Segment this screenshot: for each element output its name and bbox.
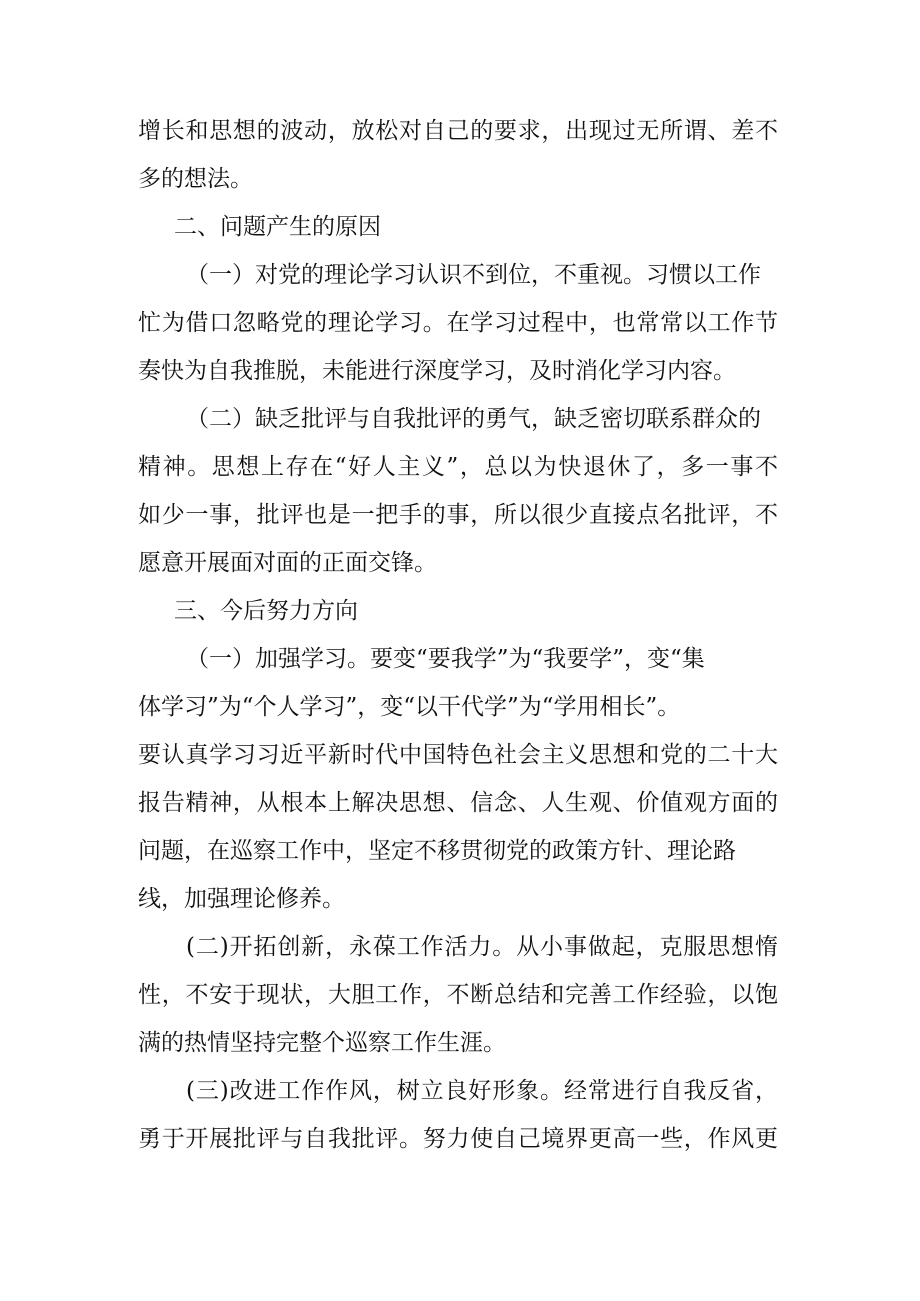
paragraph-line: 愿意开展面对面的正面交锋。 xyxy=(138,550,437,576)
paragraph-line: 报告精神，从根本上解决思想、信念、人生观、价值观方面的 xyxy=(138,790,778,816)
paragraph-line: (三)改进工作作风，树立良好形象。经常进行自我反省， xyxy=(186,1078,778,1104)
paragraph-line: 奏快为自我推脱，未能进行深度学习，及时消化学习内容。 xyxy=(138,358,736,384)
paragraph-line: 勇于开展批评与自我批评。努力使自己境界更高一些，作风更 xyxy=(138,1126,778,1152)
paragraph-line: 忙为借口忽略党的理论学习。在学习过程中，也常常以工作节 xyxy=(138,310,778,336)
paragraph-line: (二)开拓创新，永葆工作活力。从小事做起，克服思想惰 xyxy=(186,934,778,960)
paragraph-line: （一）加强学习。要变“要我学”为“我要学”，变“集 xyxy=(186,646,705,672)
paragraph-line: 线，加强理论修养。 xyxy=(138,886,345,912)
paragraph-line: 增长和思想的波动，放松对自己的要求，出现过无所谓、差不 xyxy=(138,118,778,144)
paragraph-line: 满的热情坚持完整个巡察工作生涯。 xyxy=(138,1030,506,1056)
paragraph-line: 要认真学习习近平新时代中国特色社会主义思想和党的二十大 xyxy=(138,742,778,768)
paragraph-line: （一）对党的理论学习认识不到位，不重视。习惯以工作 xyxy=(186,262,761,288)
paragraph-line: 精神。思想上存在“好人主义”，总以为快退休了，多一事不 xyxy=(138,454,778,480)
section-heading-causes: 二、问题产生的原因 xyxy=(174,214,381,240)
paragraph-line: 性，不安于现状，大胆工作，不断总结和完善工作经验，以饱 xyxy=(138,982,778,1008)
paragraph-line: （二）缺乏批评与自我批评的勇气，缺乏密切联系群众的 xyxy=(186,406,761,432)
paragraph-line: 体学习”为“个人学习”，变“以干代学”为“学用相长”。 xyxy=(138,694,681,720)
paragraph-line: 如少一事，批评也是一把手的事，所以很少直接点名批评，不 xyxy=(138,502,778,528)
section-heading-directions: 三、今后努力方向 xyxy=(174,598,358,624)
paragraph-line: 问题，在巡察工作中，坚定不移贯彻党的政策方针、理论路 xyxy=(138,838,736,864)
paragraph-line: 多的想法。 xyxy=(138,166,253,192)
